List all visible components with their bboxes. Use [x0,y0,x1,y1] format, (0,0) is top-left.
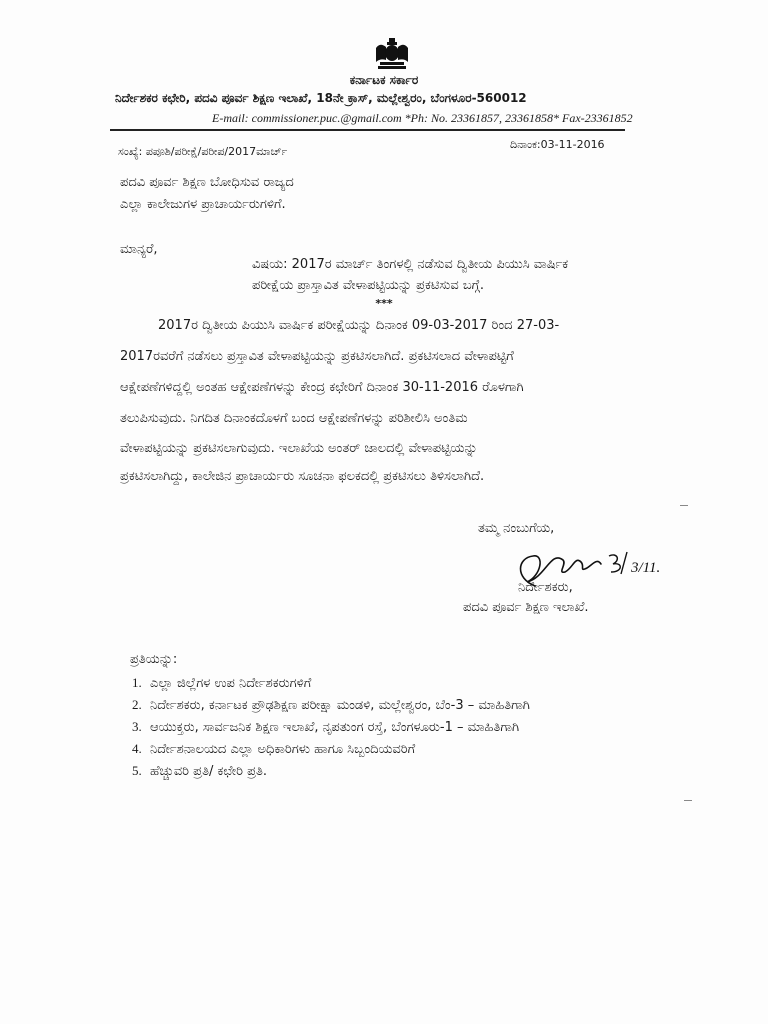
list-item: 2. ನಿರ್ದೇಶಕರು, ಕರ್ನಾಟಕ ಪ್ರೌಢಶಿಕ್ಷಣ ಪರೀಕ್ಷಾ ಮಂಡಳಿ, ಮಲ್ಲೇಶ್ವರಂ, ಬೆಂ-3 – ಮಾಹಿತಿಗಾಗಿ [132,697,530,713]
government-title: ಕರ್ನಾಟಕ ಸರ್ಕಾರ [349,73,419,87]
body-line: 2017ರ ದ್ವಿತೀಯ ಪಿಯುಸಿ ವಾರ್ಷಿಕ ಪರೀಕ್ಷೆಯನ್ನು ದಿನಾಂಕ 09-03-2017 ರಿಂದ 27-03- [158,318,560,333]
list-item: 4. ನಿರ್ದೇಶನಾಲಯದ ಎಲ್ಲಾ ಅಧಿಕಾರಿಗಳು ಹಾಗೂ ಸಿಬ್ಬಂದಿಯವರಿಗೆ [132,741,416,757]
scan-mark [680,505,688,506]
contact-line: E-mail: commissioner.puc.@gmail.com *Ph: No. 23361857, 23361858* Fax-23361852 [212,111,633,125]
salutation: ಮಾನ್ಯರೆ, [120,242,158,257]
subject-line-2: ಪರೀಕ್ಷೆಯ ಪ್ರಾಸ್ತಾವಿತ ವೇಳಾಪಟ್ಟಿಯನ್ನು ಪ್ರಕಟಿಸುವ ಬಗ್ಗೆ. [252,278,485,293]
list-item: 1. ಎಲ್ಲಾ ಜಿಲ್ಲೆಗಳ ಉಪ ನಿರ್ದೇಶಕರುಗಳಿಗೆ [132,675,312,691]
scan-mark [684,800,692,801]
header-divider [110,129,625,131]
body-line: ಪ್ರಕಟಿಸಲಾಗಿದ್ದು, ಕಾಲೇಜಿನ ಪ್ರಾಚಾರ್ಯರು ಸೂಚನಾ ಫಲಕದಲ್ಲಿ ಪ್ರಕಟಿಸಲು ತಿಳಿಸಲಾಗಿದೆ. [120,469,485,484]
office-address: ನಿರ್ದೇಶಕರ ಕಛೇರಿ, ಪದವಿ ಪೂರ್ವ ಶಿಕ್ಷಣ ಇಲಾಖೆ, 18ನೇ ಕ್ರಾಸ್, ಮಲ್ಲೇಶ್ವರಂ, ಬೆಂಗಳೂರ-560012 [115,91,527,105]
addressee-line-2: ಎಲ್ಲಾ ಕಾಲೇಜುಗಳ ಪ್ರಾಚಾರ್ಯರುಗಳಿಗೆ. [120,197,286,212]
body-line: ಆಕ್ಷೇಪಣೆಗಳಿದ್ದಲ್ಲಿ ಅಂತಹ ಆಕ್ಷೇಪಣೆಗಳನ್ನು ಕೇಂದ್ರ ಕಛೇರಿಗೆ ದಿನಾಂಕ 30-11-2016 ರೊಳಗಾಗಿ [120,380,524,395]
signature-date: 3/11. [631,560,661,576]
copy-heading: ಪ್ರತಿಯನ್ನು: [130,652,178,667]
addressee-line-1: ಪದವಿ ಪೂರ್ವ ಶಿಕ್ಷಣ ಬೋಧಿಸುವ ರಾಜ್ಯದ [120,175,294,190]
subject-separator: *** [375,297,393,310]
reference-number: ಸಂಖ್ಯೆ: ಪಪೂಶಿ/ಪರೀಕ್ಷೆ/ಪರೀಪ/2017ಮಾರ್ಚ್ [118,145,288,158]
body-line: ತಲುಪಿಸುವುದು. ನಿಗದಿತ ದಿನಾಂಕದೊಳಗೆ ಬಂದ ಆಕ್ಷೇಪಣೆಗಳನ್ನು ಪರಿಶೀಲಿಸಿ ಅಂತಿಮ [120,411,468,426]
body-line: ವೇಳಾಪಟ್ಟಿಯನ್ನು ಪ್ರಕಟಿಸಲಾಗುವುದು. ಇಲಾಖೆಯ ಅಂತರ್ ಜಾಲದಲ್ಲಿ ವೇಳಾಪಟ್ಟಿಯನ್ನು [120,441,478,456]
letter-date: ದಿನಾಂಕ:03-11-2016 [510,138,605,151]
closing-yours: ತಮ್ಮ ನಂಬುಗೆಯ, [478,521,555,536]
list-item: 3. ಆಯುಕ್ತರು, ಸಾರ್ವಜನಿಕ ಶಿಕ್ಷಣ ಇಲಾಖೆ, ನೃಪತುಂಗ ರಸ್ತೆ, ಬೆಂಗಳೂರು-1 – ಮಾಹಿತಿಗಾಗಿ [132,719,520,735]
body-line: 2017ರವರೆಗೆ ನಡೆಸಲು ಪ್ರಸ್ತಾವಿತ ವೇಳಾಪಟ್ಟಿಯನ್ನು ಪ್ರಕಟಿಸಲಾಗಿದೆ. ಪ್ರಕಟಿಸಲಾದ ವೇಳಾಪಟ್ಟಿಗೆ [120,349,514,364]
list-item: 5. ಹೆಚ್ಚುವರಿ ಪ್ರತಿ/ ಕಛೇರಿ ಪ್ರತಿ. [132,763,268,779]
signatory-designation: ನಿರ್ದೇಶಕರು, [518,580,573,595]
subject-line-1: ವಿಷಯ: 2017ರ ಮಾರ್ಚ್ ತಿಂಗಳಲ್ಲಿ ನಡೆಸುವ ದ್ವಿತೀಯ ಪಿಯುಸಿ ವಾರ್ಷಿಕ [252,257,569,272]
signatory-department: ಪದವಿ ಪೂರ್ವ ಶಿಕ್ಷಣ ಇಲಾಖೆ. [463,600,589,615]
karnataka-emblem-icon [370,38,414,70]
